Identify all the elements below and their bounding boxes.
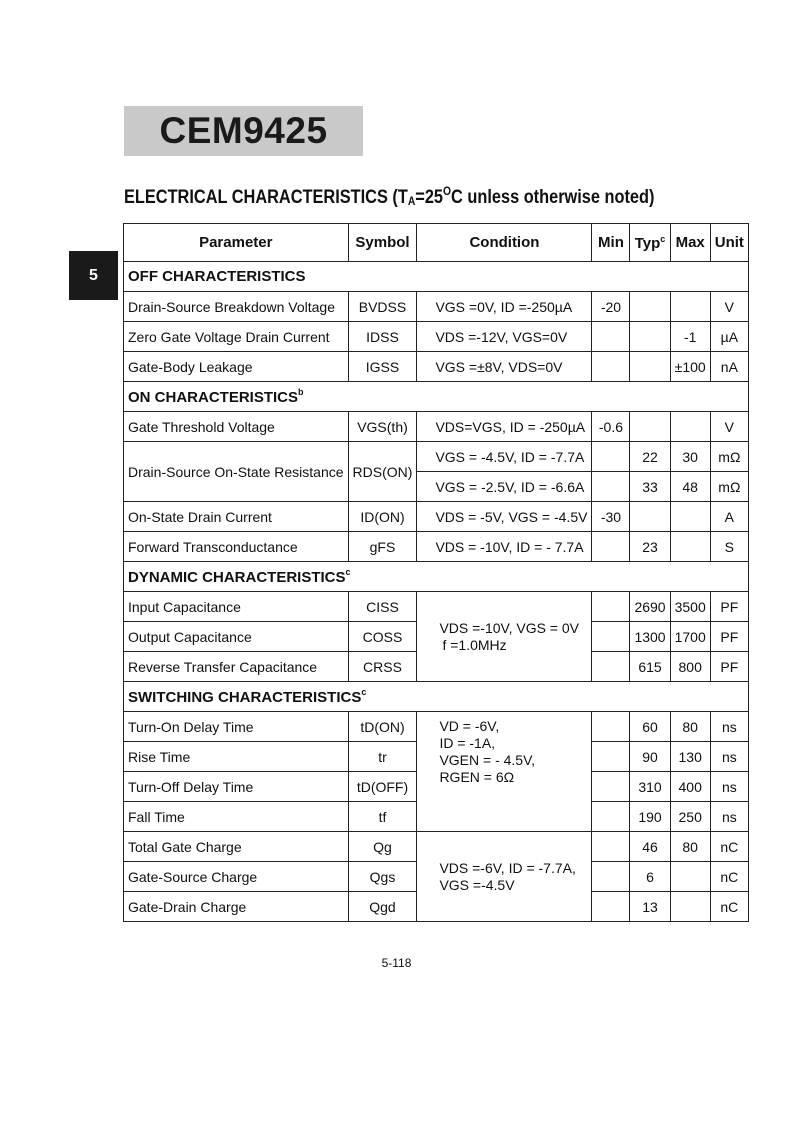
section-title: DYNAMIC CHARACTERISTICS$^c$	[124, 562, 749, 592]
section-row-off	[124, 262, 749, 292]
page-number: 5-118	[381, 956, 412, 970]
section-tab-number: 5	[89, 266, 98, 284]
section-title: ON CHARACTERISTICS$^b$	[124, 382, 749, 412]
dynamic-condition: VDS =-10V, VGS = 0V f =1.0MHz	[417, 592, 592, 682]
column-header: Min	[592, 224, 630, 262]
section-row-on	[124, 382, 749, 412]
section-title: SWITCHING CHARACTERISTICS$^c$	[124, 682, 749, 712]
table-row: Rise Time tr 90 130 ns	[124, 742, 749, 772]
table-row: Reverse Transfer Capacitance CRSS 615 800 PF	[124, 652, 749, 682]
table-row: Zero Gate Voltage Drain Current IDSS VDS =-12V, VGS=0V -1 µA	[124, 322, 749, 352]
column-header: Unit	[710, 224, 748, 262]
table-row: Gate-Body Leakage IGSS VGS =±8V, VDS=0V ±100 nA	[124, 352, 749, 382]
table-row: Fall Time tf 190 250 ns	[124, 802, 749, 832]
table-row: Gate Threshold Voltage VGS(th) VDS=VGS, ID = -250µA -0.6 V	[124, 412, 749, 442]
table-row: Drain-Source On-State Resistance RDS(ON) VGS = -4.5V, ID = -7.7A 22 30 mΩ	[124, 442, 749, 472]
table-row: Forward Transconductance gFS VDS = -10V, ID = - 7.7A 23 S	[124, 532, 749, 562]
table-row: Gate-Drain Charge Qgd 13 nC	[124, 892, 749, 922]
table-header-row	[124, 224, 749, 262]
section-title: OFF CHARACTERISTICS	[124, 262, 749, 292]
table-row: Turn-Off Delay Time tD(OFF) 310 400 ns	[124, 772, 749, 802]
section-row-dynamic	[124, 562, 749, 592]
table-row: Drain-Source Breakdown Voltage BVDSS VGS =0V, ID =-250µA -20 V	[124, 292, 749, 322]
column-header: Typ$^c$	[630, 224, 670, 262]
table-row: VGS = -2.5V, ID = -6.6A 33 48 mΩ	[124, 472, 749, 502]
part-number-banner	[124, 106, 363, 156]
table-row: Input Capacitance CISS VDS =-10V, VGS = 0V f =1.0MHz 2690 3500 PF	[124, 592, 749, 622]
section-row-switching	[124, 682, 749, 712]
table-row: On-State Drain Current ID(ON) VDS = -5V, VGS = -4.5V -30 A	[124, 502, 749, 532]
table-row: Total Gate Charge Qg VDS =-6V, ID = -7.7A, VGS =-4.5V 46 80 nC	[124, 832, 749, 862]
column-header: Max	[670, 224, 710, 262]
gate-charge-condition: VDS =-6V, ID = -7.7A, VGS =-4.5V	[417, 832, 592, 922]
section-tab	[69, 251, 118, 300]
column-header: Parameter	[124, 224, 349, 262]
electrical-characteristics-table	[123, 223, 749, 922]
section-heading: ELECTRICAL CHARACTERISTICS ($T_A=25^OC$ unless otherwise noted)	[124, 184, 655, 208]
column-header: Condition	[417, 224, 592, 262]
table-row: Output Capacitance COSS 1300 1700 PF	[124, 622, 749, 652]
table-row: Gate-Source Charge Qgs 6 nC	[124, 862, 749, 892]
part-number: CEM9425	[159, 110, 328, 151]
switching-condition: VD = -6V, ID = -1A, VGEN = - 4.5V, RGEN = 6Ω	[417, 712, 592, 832]
table-row: Turn-On Delay Time tD(ON) VD = -6V, ID = -1A, VGEN = - 4.5V, RGEN = 6Ω 60 80 ns	[124, 712, 749, 742]
column-header: Symbol	[348, 224, 417, 262]
